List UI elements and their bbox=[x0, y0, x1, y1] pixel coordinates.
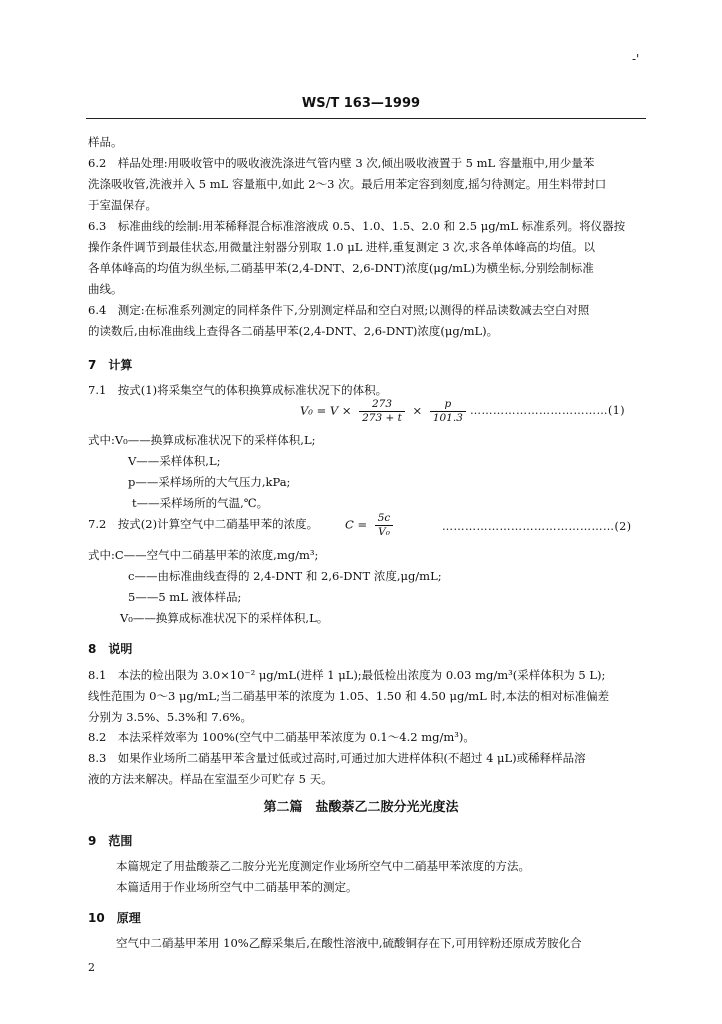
where-line: 式中:C——空气中二硝基甲苯的浓度,mg/m³; bbox=[88, 548, 319, 562]
where-line: 式中:V₀——换算成标准状况下的采样体积,L; bbox=[88, 433, 316, 447]
where-line: V——采样体积,L; bbox=[128, 454, 221, 468]
formula-2-left: C = bbox=[345, 517, 368, 532]
body-line: 8.2 本法采样效率为 100%(空气中二硝基甲苯浓度为 0.1～4.2 mg/m³)。 bbox=[88, 730, 475, 744]
section-heading-7: 7 计算 bbox=[88, 358, 133, 372]
formula-1-number: ………………………………(1) bbox=[470, 404, 626, 417]
section-heading-10: 10 原理 bbox=[88, 911, 141, 925]
part-two-title: 第二篇 盐酸萘乙二胺分光光度法 bbox=[263, 800, 459, 815]
formula-1-fraction-a bbox=[359, 398, 405, 425]
clause-7-2: 7.2 按式(2)计算空气中二硝基甲苯的浓度。 bbox=[88, 517, 319, 531]
body-line: 6.3 标准曲线的绘制:用苯稀释混合标准溶液成 0.5、1.0、1.5、2.0 和 2.5 μg/mL 标准系列。将仪器按 bbox=[88, 219, 626, 233]
formula-2-fraction bbox=[375, 512, 394, 539]
header-rule bbox=[86, 118, 646, 119]
body-line: 空气中二硝基甲苯用 10%乙醇采集后,在酸性溶液中,硫酸铜存在下,可用锌粉还原成芳胺化合 bbox=[116, 936, 582, 950]
section-heading-9: 9 范围 bbox=[88, 834, 133, 848]
where-line: 5——5 mL 液体样品; bbox=[128, 590, 242, 604]
fraction-denominator: V₀ bbox=[378, 526, 390, 538]
fraction-numerator: 5c bbox=[375, 512, 394, 526]
body-line: 8.3 如果作业场所二硝基甲苯含量过低或过高时,可通过加大进样体积(不超过 4 μL)或稀释样品溶 bbox=[88, 751, 586, 765]
formula-2 bbox=[345, 512, 397, 539]
body-line: 本篇适用于作业场所空气中二硝基甲苯的测定。 bbox=[116, 880, 358, 894]
body-line: 液的方法来解决。样品在室温至少可贮存 5 天。 bbox=[88, 772, 333, 786]
body-line: 于室温保存。 bbox=[88, 198, 157, 212]
formula-1-fraction-b bbox=[430, 398, 466, 425]
formula-1-left: V₀ = V × bbox=[300, 403, 352, 418]
body-line: 曲线。 bbox=[88, 282, 123, 296]
where-line: p——采样场所的大气压力,kPa; bbox=[128, 475, 291, 489]
fraction-denominator: 273 + t bbox=[362, 412, 402, 424]
fraction-numerator: 273 bbox=[359, 398, 405, 412]
body-line: 洗涤吸收管,洗液并入 5 mL 容量瓶中,如此 2～3 次。最后用苯定容到刻度,摇匀待测定。用生料带封口 bbox=[88, 177, 607, 191]
formula-1 bbox=[300, 398, 470, 425]
where-line: V₀——换算成标准状况下的采样体积,L。 bbox=[120, 611, 329, 625]
where-line: t——采样场所的气温,℃。 bbox=[132, 496, 269, 510]
body-line: 8.1 本法的检出限为 3.0×10⁻² μg/mL(进样 1 μL);最低检出浓度为 0.03 mg/m³(采样体积为 5 L); bbox=[88, 668, 606, 682]
formula-1-times: × bbox=[412, 403, 423, 418]
body-line: 各单体峰高的均值为纵坐标,二硝基甲苯(2,4-DNT、2,6-DNT)浓度(μg/mL)为横坐标,分别绘制标准 bbox=[88, 261, 594, 275]
body-line: 6.2 样品处理:用吸收管中的吸收液洗涤进气管内壁 3 次,倾出吸收液置于 5 mL 容量瓶中,用少量苯 bbox=[88, 156, 595, 170]
clause-7-1: 7.1 按式(1)将采集空气的体积换算成标准状况下的体积。 bbox=[88, 383, 388, 397]
formula-2-number: ………………………………………(2) bbox=[442, 520, 632, 533]
fraction-numerator: p bbox=[430, 398, 466, 412]
body-line: 的读数后,由标准曲线上查得各二硝基甲苯(2,4-DNT、2,6-DNT)浓度(μg/mL)。 bbox=[88, 324, 499, 338]
scan-mark: -' bbox=[632, 52, 640, 66]
where-line: c——由标准曲线查得的 2,4-DNT 和 2,6-DNT 浓度,μg/mL; bbox=[128, 569, 442, 583]
standard-code-header: WS/T 163—1999 bbox=[301, 96, 421, 111]
body-line: 本篇规定了用盐酸萘乙二胺分光光度测定作业场所空气中二硝基甲苯浓度的方法。 bbox=[116, 859, 530, 873]
body-line: 6.4 测定:在标准系列测定的同样条件下,分别测定样品和空白对照;以测得的样品读数减去空白对照 bbox=[88, 303, 590, 317]
page-number: 2 bbox=[88, 961, 95, 974]
body-line: 样品。 bbox=[88, 135, 123, 149]
fraction-denominator: 101.3 bbox=[432, 412, 463, 424]
body-line: 操作条件调节到最佳状态,用微量注射器分别取 1.0 μL 进样,重复测定 3 次,求各单体峰高的均值。以 bbox=[88, 240, 595, 254]
section-heading-8: 8 说明 bbox=[88, 642, 133, 656]
body-line: 线性范围为 0～3 μg/mL;当二硝基甲苯的浓度为 1.05、1.50 和 4.50 μg/mL 时,本法的相对标准偏差 bbox=[88, 689, 610, 703]
body-line: 分别为 3.5%、5.3%和 7.6%。 bbox=[88, 710, 252, 724]
